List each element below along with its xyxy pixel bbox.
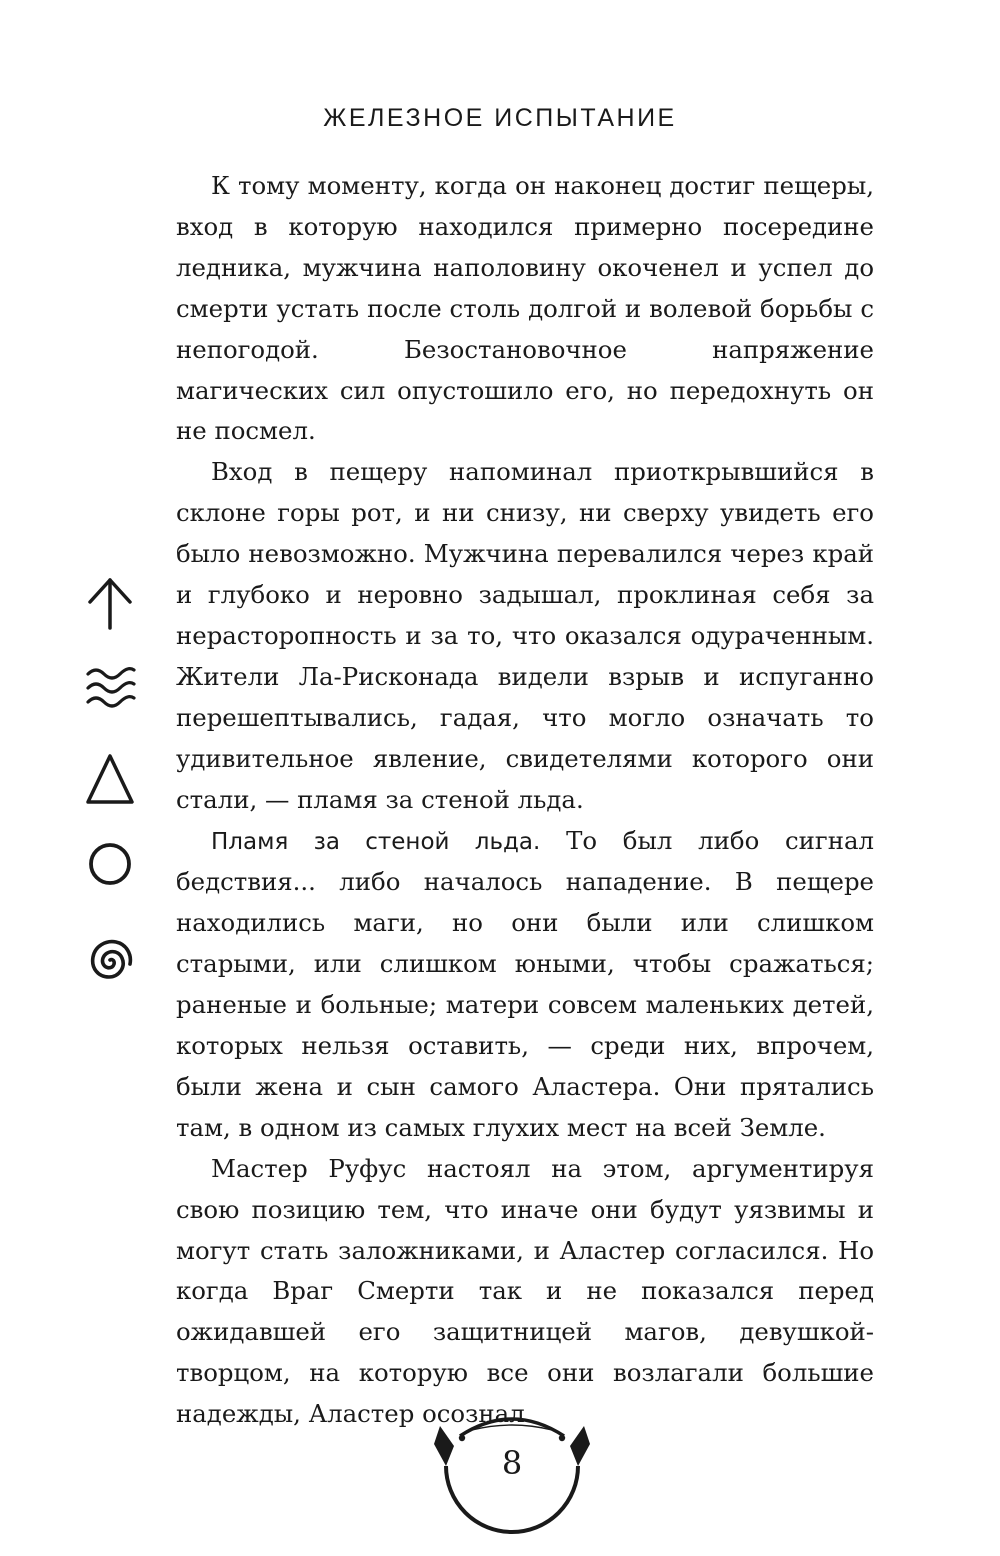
- paragraph: Вход в пещеру напоминал приоткрывшийся в склоне горы рот, и ни снизу, ни сверху увидеть его было невозможно. Мужчина перевалился через край и глубоко и неровно задышал, проклиная себя за нерасторопность и за то, что оказался одураченным. Жители Ла-Рисконада видели взрыв и испуганно перешептывались, гадая, что могло означать то удивительное явление, свидетелями которого они стали, — пламя за стеной льда.: [176, 457, 874, 814]
- paragraph: К тому моменту, когда он наконец достиг пещеры, вход в которую находился примерно посередине ледника, мужчина наполовину окоченел и успел до смерти устать после столь долгой и волевой борьбы с непогодой. Безостановочное напряжение магических сил опустошило его, но передохнуть он не посмел.: [176, 171, 874, 446]
- paragraph-rest: То был либо сигнал бедствия... либо началось нападение. В пещере находились маги, но они были или слишком старыми, или слишком юными, чтобы сражаться; раненые и больные; матери совсем маленьких детей, которых нельзя оставить, — среди них, впрочем, были жена и сын самого Аластера. Они прятались там, в одном из самых глухих мест на всей Земле.: [176, 825, 874, 1142]
- earth-circle-icon: [78, 836, 142, 900]
- paragraph: Мастер Руфус настоял на этом, аргументируя свою позицию тем, что иначе они будут уязвимы и могут стать заложниками, и Аластер согласился. Но когда Враг Смерти так и не показался перед ожидавшей его защитницей магов, девушкой-творцом, на которую все они возлагали большие надежды, Аластер осознал: [176, 1153, 874, 1429]
- running-title: ЖЕЛЕЗНОЕ ИСПЫТАНИЕ: [323, 104, 677, 132]
- air-arrow-icon: [78, 572, 142, 636]
- paragraph-lead-phrase: Пламя за стеной льда.: [211, 828, 541, 855]
- fire-triangle-icon: [78, 748, 142, 812]
- page-number-ornament: [420, 1406, 604, 1556]
- water-waves-icon: [78, 656, 142, 720]
- page-body-text: [176, 166, 874, 1435]
- page-number: 8: [501, 1444, 523, 1482]
- spirit-spiral-icon: [78, 932, 142, 996]
- paragraph: [176, 821, 874, 1149]
